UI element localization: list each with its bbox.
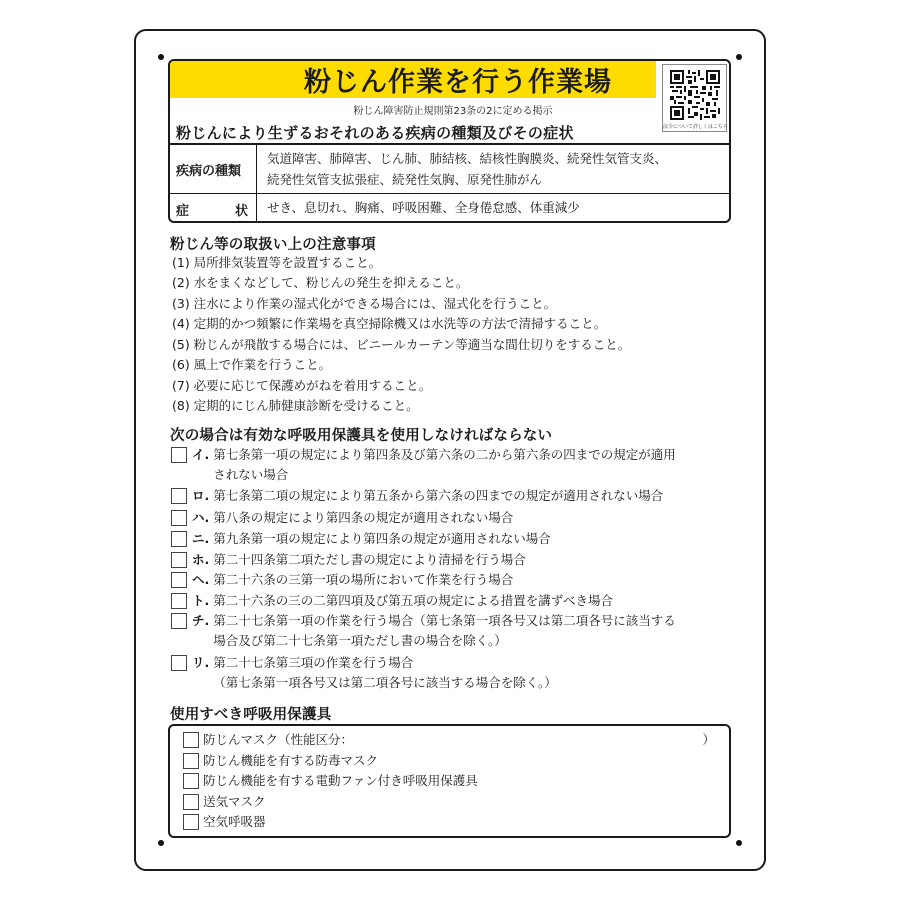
equipment-label: 空気呼吸器	[203, 814, 266, 829]
case-text: 第二十六条の三第一項の場所において作業を行う場合	[213, 572, 514, 587]
mounting-hole-top-left	[158, 54, 164, 60]
case-mark: ロ.	[192, 488, 210, 503]
equipment-label-close: ）	[702, 732, 715, 747]
case-item-ni	[171, 529, 551, 549]
precaution-item: (4) 定期的かつ頻繁に作業場を真空掃除機又は水洗等の方法で清掃すること。	[172, 316, 607, 331]
checkbox[interactable]	[183, 773, 199, 789]
disease-heading: 粉じんにより生ずるおそれのある疾病の種類及びその症状	[176, 124, 574, 142]
symptoms-value: せき、息切れ、胸痛、呼吸困難、全身倦怠感、体重減少	[267, 200, 580, 215]
disease-types-label: 疾病の種類	[168, 145, 257, 193]
checkbox[interactable]	[183, 753, 199, 769]
header-box	[168, 59, 731, 223]
equipment-item-supplied-air	[183, 792, 723, 812]
sign-title: 粉じん作業を行う作業場	[170, 61, 656, 98]
case-text	[213, 611, 676, 651]
case-mark: ニ.	[192, 531, 210, 546]
precaution-item: (8) 定期的にじん肺健康診断を受けること。	[172, 398, 419, 413]
checkbox[interactable]	[171, 447, 187, 463]
case-item-ro	[171, 486, 663, 506]
precaution-item: (6) 風上で作業を行うこと。	[172, 357, 332, 372]
case-mark: リ.	[192, 655, 210, 670]
case-mark: ハ.	[192, 510, 210, 525]
checkbox[interactable]	[171, 510, 187, 526]
case-item-ho	[171, 550, 526, 570]
mounting-hole-bottom-right	[736, 840, 742, 846]
checkbox[interactable]	[171, 613, 187, 629]
case-text: 第二十四条第二項ただし書の規定により清掃を行う場合	[213, 552, 526, 567]
equipment-label: 防じんマスク（性能区分：	[203, 732, 354, 747]
precaution-item: (7) 必要に応じて保護めがねを着用すること。	[172, 378, 432, 393]
equipment-item-papr	[183, 771, 723, 791]
equipment-heading: 使用すべき呼吸用保護具	[170, 707, 332, 723]
equipment-item-gas-mask	[183, 751, 723, 771]
table-row-symptoms	[168, 194, 731, 223]
case-text: 第八条の規定により第四条の規定が適用されない場合	[213, 510, 514, 525]
case-mark: ト.	[192, 593, 210, 608]
case-item-to	[171, 591, 613, 611]
checkbox[interactable]	[171, 655, 187, 671]
case-text	[213, 653, 557, 693]
case-line: 第二十七条第三項の作業を行う場合	[213, 655, 414, 670]
disease-types-line: 続発性気管支拡張症、続発性気胸、原発性肺がん	[267, 172, 543, 187]
case-line: （第七条第一項各号又は第二項各号に該当する場合を除く。）	[213, 675, 557, 690]
case-mark: イ.	[192, 447, 210, 462]
precaution-item: (3) 注水により作業の湿式化ができる場合には、湿式化を行うこと。	[172, 296, 557, 311]
disease-types-line: 気道障害、肺障害、じん肺、肺結核、結核性胸膜炎、続発性気管支炎、	[267, 151, 668, 166]
checkbox[interactable]	[171, 552, 187, 568]
checkbox[interactable]	[171, 488, 187, 504]
case-text: 第二十六条の三の二第四項及び第五項の規定による措置を講ずべき場合	[213, 593, 614, 608]
case-item-chi	[171, 611, 676, 651]
precaution-item: (1) 局所排気装置等を設置すること。	[172, 255, 382, 270]
checkbox[interactable]	[171, 531, 187, 547]
case-line: 第七条第一項の規定により第四条及び第六条の二から第六条の四までの規定が適用	[213, 447, 676, 462]
equipment-label: 防じん機能を有する防毒マスク	[203, 753, 379, 768]
case-line: 第二十七条第一項の作業を行う場合（第七条第一項各号又は第二項各号に該当する	[213, 613, 676, 628]
symptoms-label-left: 症	[176, 203, 190, 219]
case-mark: ヘ.	[192, 572, 210, 587]
mounting-hole-top-right	[736, 54, 742, 60]
table-row-disease-types	[168, 145, 731, 194]
qr-code-link[interactable]	[662, 64, 727, 132]
case-line: 場合及び第二十七条第一項ただし書の場合を除く。）	[213, 633, 507, 648]
qr-caption: 法令について詳しくはこちら	[663, 124, 728, 130]
precautions-heading: 粉じん等の取扱い上の注意事項	[170, 237, 376, 253]
sign-subtitle: 粉じん障害防止規則第23条の2に定める掲示	[353, 106, 553, 117]
case-item-ri	[171, 653, 557, 693]
case-text: 第九条第一項の規定により第四条の規定が適用されない場合	[213, 531, 551, 546]
checkbox[interactable]	[183, 794, 199, 810]
case-mark: ホ.	[192, 552, 210, 567]
checkbox[interactable]	[171, 572, 187, 588]
case-line: されない場合	[213, 467, 289, 482]
equipment-item-dust-mask	[183, 730, 723, 750]
disease-table	[168, 143, 731, 223]
qr-code-icon	[670, 70, 720, 120]
symptoms-label-right: 状	[234, 203, 248, 219]
symptoms-label	[168, 194, 257, 223]
checkbox[interactable]	[183, 814, 199, 830]
checkbox[interactable]	[183, 732, 199, 748]
case-text: 第七条第二項の規定により第五条から第六条の四までの規定が適用されない場合	[213, 488, 664, 503]
equipment-label: 防じん機能を有する電動ファン付き呼吸用保護具	[203, 773, 478, 788]
mounting-hole-bottom-left	[158, 840, 164, 846]
case-item-he	[171, 570, 513, 590]
checkbox[interactable]	[171, 593, 187, 609]
equipment-item-scba	[183, 812, 723, 832]
case-item-i	[171, 445, 676, 485]
required-cases-heading: 次の場合は有効な呼吸用保護具を使用しなければならない	[170, 428, 553, 444]
precaution-item: (2) 水をまくなどして、粉じんの発生を抑えること。	[172, 275, 469, 290]
disease-types-value	[257, 145, 731, 193]
case-mark: チ.	[192, 613, 210, 628]
precaution-item: (5) 粉じんが飛散する場合には、ビニールカーテン等適当な間仕切りをすること。	[172, 337, 631, 352]
case-text	[213, 445, 676, 485]
case-item-ha	[171, 508, 513, 528]
equipment-label: 送気マスク	[203, 794, 266, 809]
